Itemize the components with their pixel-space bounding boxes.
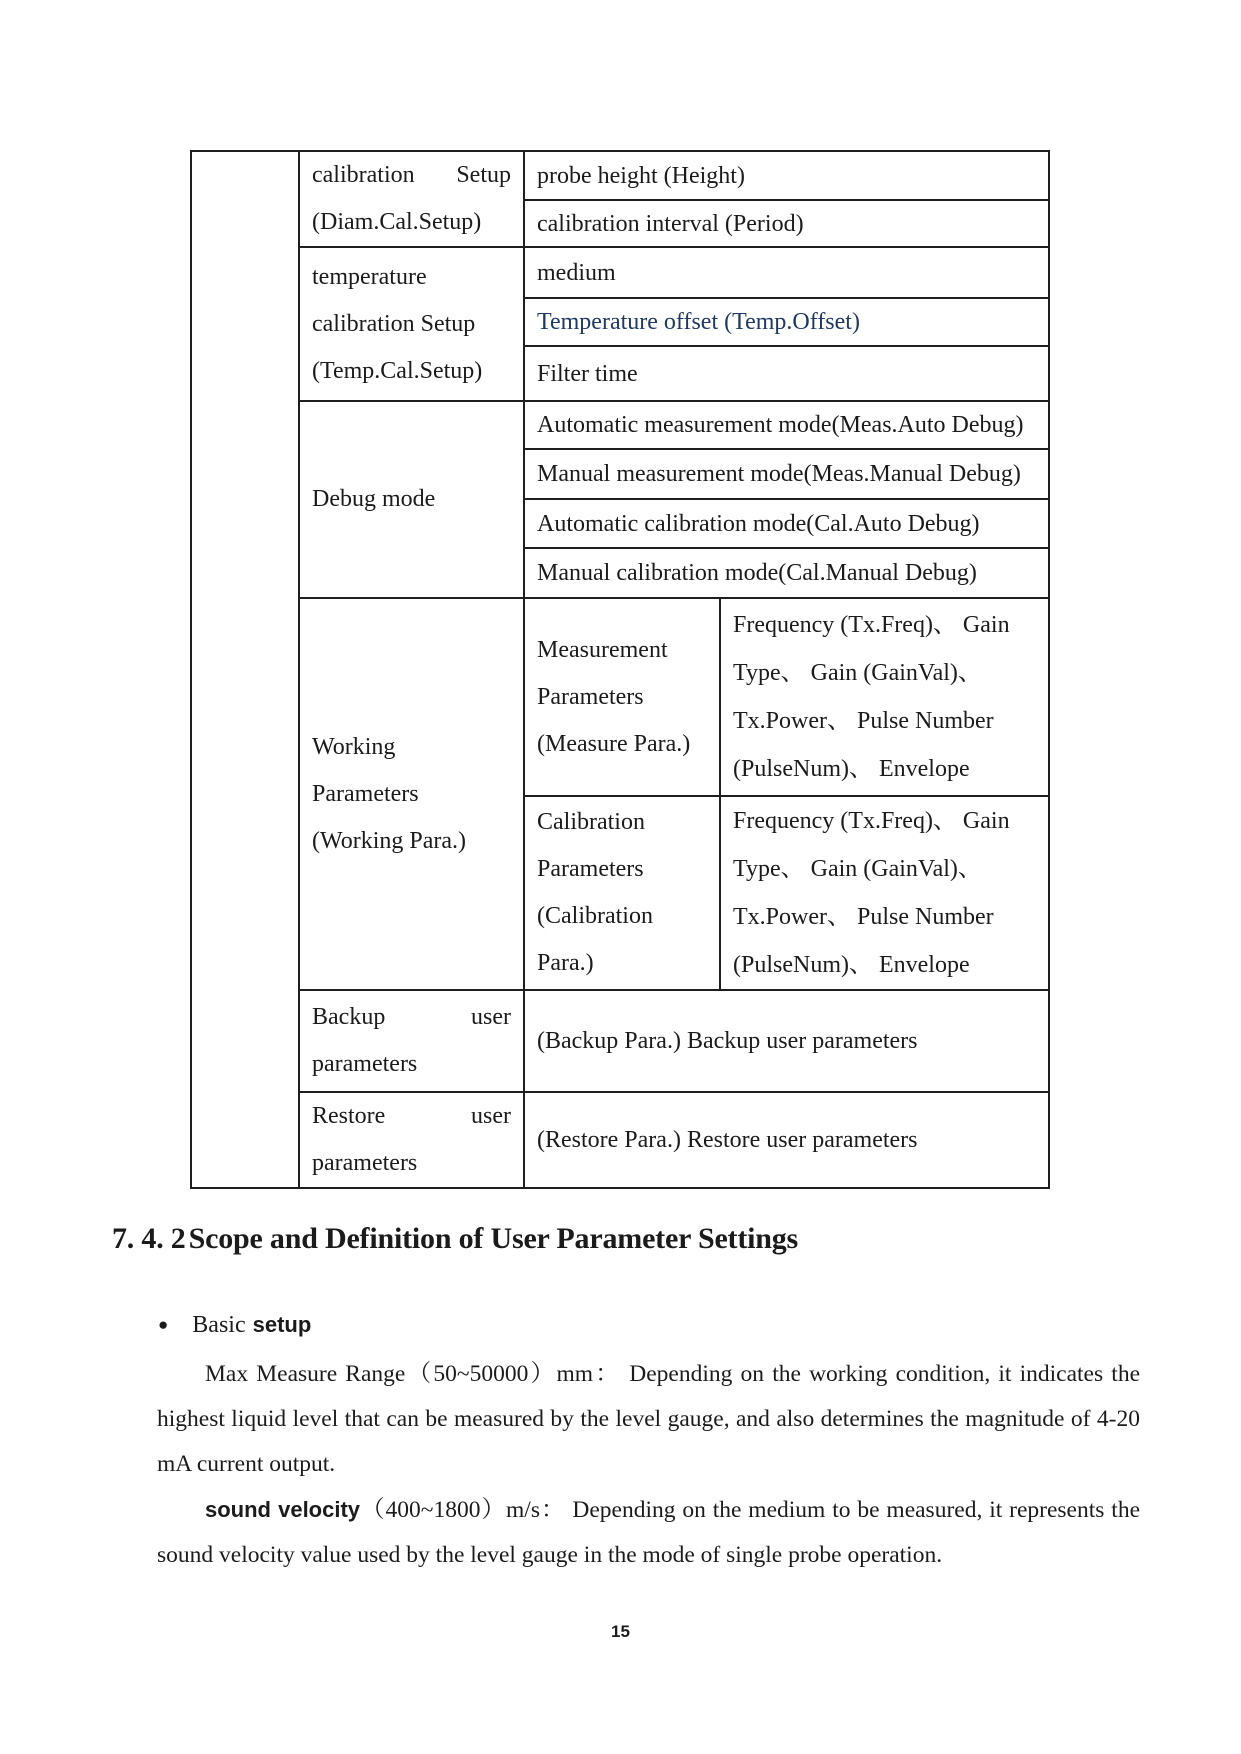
label-text: (Calibration [537, 903, 653, 929]
cell-text: Automatic calibration mode(Cal.Auto Debug) [537, 510, 980, 537]
label-line [312, 152, 511, 199]
table-cell-empty-left [191, 151, 299, 1188]
label-line [312, 994, 511, 1041]
table-cell-restore-para-value [524, 1092, 1049, 1188]
bullet-text: Basic [192, 1312, 246, 1338]
bullet-text-bold: setup [252, 1312, 312, 1337]
table-row [191, 247, 1049, 298]
section-number: 7. 4. 2 [112, 1222, 186, 1255]
label-text: Restore [312, 1103, 386, 1129]
table-cell-working-parameters [299, 598, 524, 990]
paragraph-max-measure-range [157, 1352, 1140, 1487]
label-text: Parameters [537, 856, 644, 882]
cell-text: Tx.Power、 Pulse Number [733, 904, 994, 930]
table-cell-calibration-param-list [720, 796, 1049, 990]
table-cell-medium [524, 247, 1049, 298]
table-cell-meas-auto-debug [524, 401, 1049, 449]
cell-text: Type、 Gain (GainVal)、 [733, 856, 982, 882]
label-text: user [471, 1103, 511, 1129]
cell-text: calibration interval (Period) [537, 210, 804, 237]
label-text: calibration Setup [312, 310, 476, 337]
section-title: Scope and Definition of User Parameter Settings [188, 1222, 799, 1255]
paragraph-sound-velocity [157, 1487, 1140, 1578]
label-text: (Diam.Cal.Setup) [312, 209, 482, 235]
table-cell-backup-para-value [524, 990, 1049, 1092]
table-cell-backup-parameters [299, 990, 524, 1092]
table-cell-debug-mode [299, 401, 524, 598]
page-number: 15 [611, 1622, 630, 1641]
cell-text: medium [537, 259, 616, 286]
paragraph-lead-bold: sound velocity [205, 1497, 361, 1522]
label-text: Setup [456, 162, 511, 188]
table-row [191, 598, 1049, 796]
table-cell-cal-manual-debug [524, 548, 1049, 598]
label-text: Working [312, 733, 396, 760]
cell-text: Filter time [537, 360, 638, 387]
label-text: (Working Para.) [312, 827, 467, 854]
cell-text: (PulseNum)、 Envelope [733, 952, 970, 978]
label-text: Backup [312, 1004, 386, 1030]
table-row [191, 1092, 1049, 1188]
label-text: Calibration [537, 809, 645, 835]
table-row [191, 990, 1049, 1092]
table-cell-temperature-offset [524, 298, 1049, 346]
bullet-item-basic-setup [158, 1312, 311, 1339]
cell-text: Frequency (Tx.Freq)、 Gain [733, 808, 1010, 834]
label-text: Measurement [537, 636, 668, 663]
label-text: (Measure Para.) [537, 730, 691, 757]
label-text: (Temp.Cal.Setup) [312, 357, 483, 384]
cell-text: Frequency (Tx.Freq)、 Gain [733, 612, 1010, 638]
paragraph-lead: （400~1800）m/s： [360, 1497, 566, 1523]
paragraph-text: Depending on the medium to be measured, it represents the sound velocity value used by the level gauge in the mode of single probe operation. [157, 1497, 1140, 1568]
table-row [191, 151, 1049, 200]
label-text: Parameters [312, 780, 419, 807]
table-cell-calibration-interval [524, 200, 1049, 247]
cell-text: Automatic measurement mode(Meas.Auto Debug) [537, 412, 1024, 438]
label-text: Parameters [537, 683, 644, 710]
label-text: calibration [312, 162, 415, 188]
label-text: Para.) [537, 950, 594, 976]
cell-text-blue: Temperature offset (Temp.Offset) [537, 309, 860, 335]
table-cell-diam-cal-setup [299, 151, 524, 247]
cell-text: Tx.Power、 Pulse Number [733, 708, 994, 734]
section-heading [112, 1222, 798, 1256]
cell-text: Manual measurement mode(Meas.Manual Debug) [537, 461, 1021, 487]
label-text: Debug mode [312, 486, 436, 512]
paragraph-text: Depending on the working condition, it indicates the highest liquid level that can be measured by the level gauge, and also determines the magnitude of 4-20 mA current output. [157, 1361, 1140, 1477]
table-cell-restore-parameters [299, 1092, 524, 1188]
bullet-icon: ● [158, 1315, 169, 1334]
cell-text: Type、 Gain (GainVal)、 [733, 660, 982, 686]
parameter-table [190, 150, 1050, 1189]
cell-text: (Restore Para.) Restore user parameters [537, 1127, 918, 1153]
table-cell-calibration-para [524, 796, 720, 990]
table-cell-cal-auto-debug [524, 499, 1049, 548]
table-cell-measure-param-list [720, 598, 1049, 796]
cell-text: Manual calibration mode(Cal.Manual Debug) [537, 560, 977, 586]
label-text: parameters [312, 1150, 418, 1176]
table-row [191, 401, 1049, 449]
label-line [312, 1093, 511, 1140]
paragraph-lead: Max Measure Range（50~50000）mm： [205, 1361, 622, 1387]
table-cell-measure-para [524, 598, 720, 796]
label-text: user [471, 1004, 511, 1030]
table-cell-filter-time [524, 346, 1049, 401]
label-text: parameters [312, 1051, 418, 1077]
table-cell-temp-cal-setup [299, 247, 524, 401]
cell-text: (Backup Para.) Backup user parameters [537, 1028, 918, 1054]
cell-text: (PulseNum)、 Envelope [733, 756, 970, 782]
label-text: temperature [312, 263, 427, 290]
table-cell-probe-height [524, 151, 1049, 200]
cell-text: probe height (Height) [537, 162, 745, 189]
table-cell-meas-manual-debug [524, 449, 1049, 499]
